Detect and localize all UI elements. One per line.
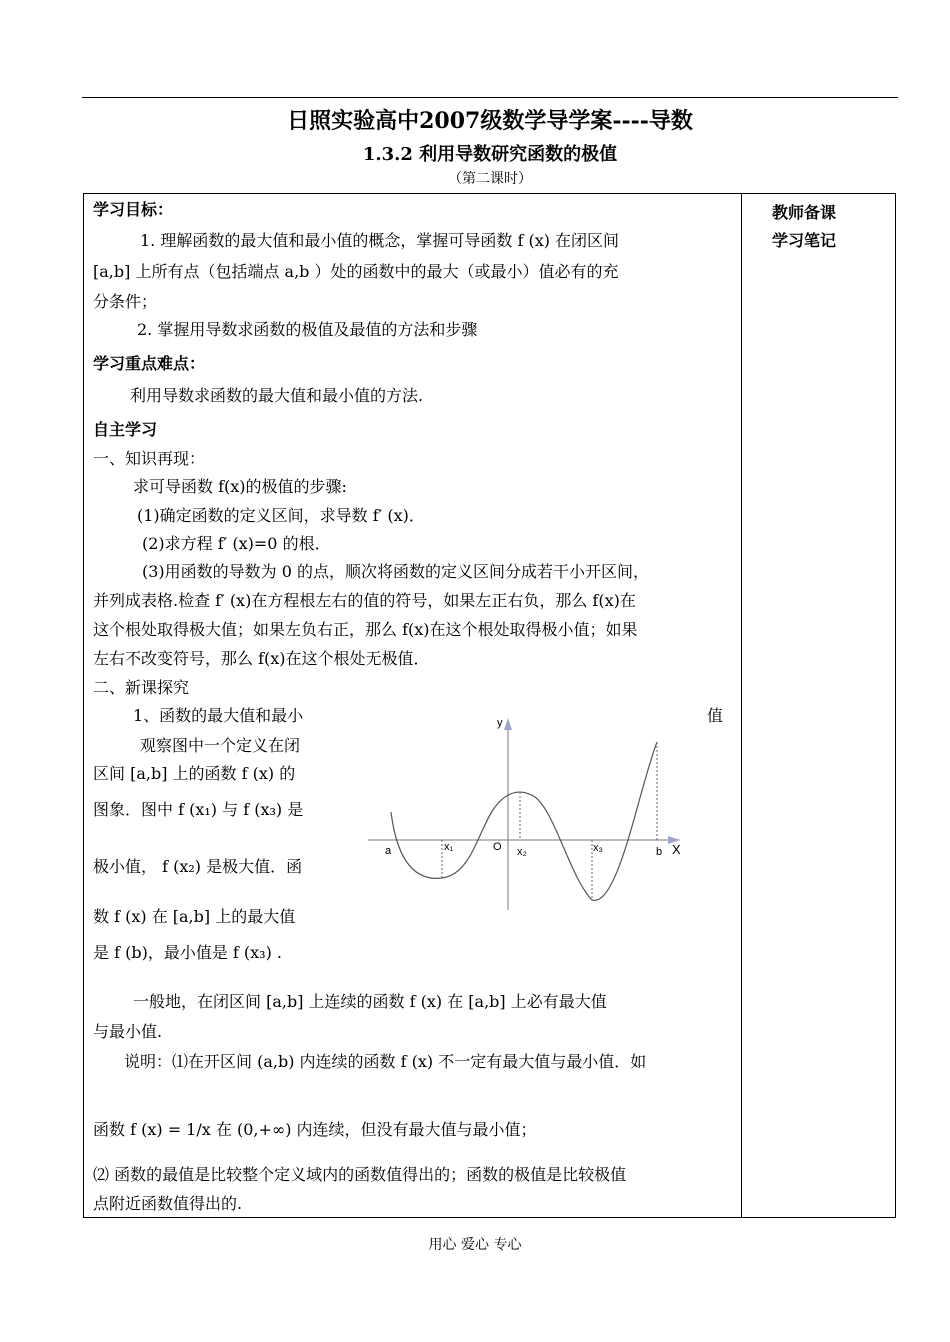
step-3-line-b: 并列成表格.检查 f′ (x)在方程根左右的值的符号，如果左正右负，那么 f(x)在 <box>93 591 636 610</box>
goal-2: 2. 掌握用导数求函数的极值及最值的方法和步骤 <box>137 320 478 339</box>
y-axis-arrow-icon <box>504 718 512 730</box>
step-3-line-d: 左右不改变符号，那么 f(x)在这个根处无极值． <box>93 649 430 668</box>
function-graph <box>360 712 690 912</box>
self-heading: 自主学习 <box>93 420 158 439</box>
goal-1-line-b: [a,b] 上所有点（包括端点 a,b ）处的函数中的最大（或最小）值必有的充 <box>93 262 619 281</box>
key-text: 利用导数求函数的最大值和最小值的方法. <box>130 386 424 405</box>
explore-p5: 数 f (x) 在 [a,b] 上的最大值 <box>93 907 296 926</box>
x-label: X <box>672 842 681 857</box>
explore-p6: 是 f (b)，最小值是 f (x₃) . <box>93 943 283 962</box>
note-2-line-a: ⑵ 函数的最值是比较整个定义域内的函数值得出的；函数的极值是比较极值 <box>93 1165 627 1184</box>
section-1-heading: 1、函数的最大值和最小 <box>133 706 304 725</box>
note-1: 说明：⑴在开区间 (a,b) 内连续的函数 f (x) 不一定有最大值与最小值．如 <box>124 1052 647 1071</box>
footer-motto: 用心 爱心 专心 <box>428 1237 522 1253</box>
goal-1-line-a: 1. 理解函数的最大值和最小值的概念，掌握可导函数 f (x) 在闭区间 <box>140 231 620 250</box>
page-title: 日照实验高中2007级数学导学案----导数 <box>287 108 693 134</box>
goal-1-line-c: 分条件； <box>93 292 158 311</box>
column-divider <box>741 193 742 1218</box>
part-2-heading: 二、新课探究 <box>93 678 190 697</box>
x1-label: x₁ <box>444 841 454 853</box>
goals-heading: 学习目标： <box>93 200 174 219</box>
general-line-1: 一般地，在闭区间 [a,b] 上连续的函数 f (x) 在 [a,b] 上必有最大值 <box>133 992 607 1011</box>
step-3-line-a: (3)用函数的导数为 0 的点，顺次将函数的定义区间分成若干小开区间， <box>142 562 650 581</box>
steps-intro: 求可导函数 f(x)的极值的步骤: <box>133 477 347 496</box>
step-1: (1)确定函数的定义区间，求导数 f′ (x)． <box>137 506 425 525</box>
part-1-heading: 一、知识再现： <box>93 449 206 468</box>
note-2-line-b: 点附近函数值得出的. <box>93 1194 243 1213</box>
origin-label: O <box>493 841 502 853</box>
a-label: a <box>385 845 392 857</box>
side-label-1: 教师备课 <box>772 203 837 222</box>
explore-p4: 极小值， f (x₂) 是极大值．函 <box>93 857 303 876</box>
explore-p1: 观察图中一个定义在闭 <box>140 736 301 755</box>
note-1-example: 函数 f (x) = 1/x 在 (0,+∞) 内连续，但没有最大值与最小值； <box>93 1120 537 1139</box>
x2-label: x₂ <box>517 846 527 858</box>
y-label: y <box>497 717 503 729</box>
b-label: b <box>656 846 663 858</box>
side-label-2: 学习笔记 <box>772 231 837 250</box>
top-rule <box>82 97 898 98</box>
explore-p3: 图象．图中 f (x₁) 与 f (x₃) 是 <box>93 800 304 819</box>
x3-label: x₃ <box>593 842 603 854</box>
function-curve <box>391 742 657 900</box>
step-2: (2)求方程 f′ (x)=0 的根． <box>142 534 331 553</box>
step-3-line-c: 这个根处取得极大值；如果左负右正，那么 f(x)在这个根处取得极小值；如果 <box>93 620 638 639</box>
general-line-2: 与最小值. <box>93 1022 163 1041</box>
section-1-heading-end: 值 <box>707 706 724 725</box>
key-heading: 学习重点难点： <box>93 354 206 373</box>
session-label: （第二课时） <box>448 171 532 187</box>
lesson-subtitle: 1.3.2 利用导数研究函数的极值 <box>362 144 618 165</box>
explore-p2: 区间 [a,b] 上的函数 f (x) 的 <box>93 764 296 783</box>
